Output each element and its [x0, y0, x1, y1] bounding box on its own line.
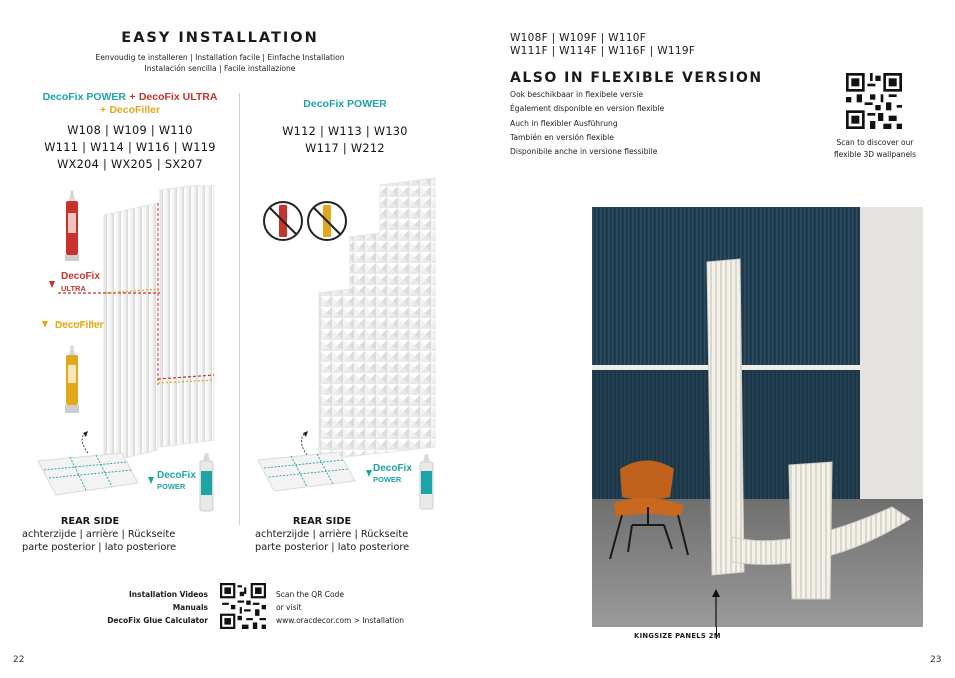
brand-plus-2: + — [99, 104, 106, 116]
col1-rear-line1: achterzijde | arrière | Rückseite — [22, 529, 176, 540]
flex-models — [510, 32, 695, 58]
interior-photo — [592, 207, 923, 627]
qr-code-icon[interactable] — [220, 583, 266, 629]
brand-decofiller: DecoFiller — [109, 104, 161, 116]
col2-label-decofix-power-2: POWER — [373, 475, 402, 484]
curved-arrow-icon — [82, 433, 88, 453]
qr-caption-line-2: flexible 3D wallpanels — [833, 149, 917, 159]
col2-label-decofix-power-1: DecoFix — [373, 463, 412, 474]
page-title: EASY INSTALLATION — [121, 30, 319, 46]
label-decofix-power-2: POWER — [157, 482, 186, 491]
label-decofix-ultra-2: ULTRA — [61, 284, 86, 293]
flex-translations — [510, 88, 810, 159]
page-number-left: 22 — [13, 655, 25, 665]
down-arrow-icon — [42, 321, 48, 328]
col1-rear-line2: parte posterior | lato posteriore — [22, 542, 177, 553]
link-manuals[interactable]: Manuals — [172, 603, 208, 612]
qr-code-icon[interactable] — [846, 73, 902, 129]
flex-translation: También en versión flexible — [510, 132, 614, 142]
glue-tube-icon — [65, 190, 79, 261]
link-glue-calculator[interactable]: DecoFix Glue Calculator — [107, 616, 208, 625]
scan-line-1: Scan the QR Code — [276, 590, 345, 599]
scan-line-2: or visit — [276, 603, 302, 612]
page-number-right: 23 — [930, 655, 942, 665]
qr-caption-line-1: Scan to discover our — [836, 138, 914, 147]
installation-links — [100, 588, 208, 627]
down-arrow-icon — [148, 477, 154, 484]
flex-translation: Auch in flexibler Ausführung — [510, 118, 618, 128]
no-glue-icon — [264, 202, 302, 240]
flex-translation: Disponibile anche in versione flessibile — [510, 147, 658, 157]
qr-caption — [820, 137, 930, 160]
col1-model-line: W111 | W114 | W116 | W119 — [44, 141, 216, 154]
col1-model-line: WX204 | WX205 | SX207 — [57, 158, 203, 171]
brand-decofix-ultra: DecoFix ULTRA — [138, 91, 218, 103]
installation-url[interactable]: www.oracdecor.com > Installation — [276, 616, 404, 625]
no-glue-icon — [308, 202, 346, 240]
down-arrow-icon — [49, 281, 55, 288]
label-decofiller: DecoFiller — [55, 320, 104, 331]
photo-caption: KINGSIZE PANELS 2M — [634, 632, 721, 640]
subtitle-line-1: Eenvoudig te installeren | Installation facile | Einfache Installation — [95, 53, 345, 62]
flex-title: ALSO IN FLEXIBLE VERSION — [510, 70, 763, 86]
col1-installation-illustration — [30, 185, 240, 515]
col2-rear-line2: parte posterior | lato posteriore — [255, 542, 410, 553]
down-arrow-icon — [366, 470, 372, 477]
col1-models — [20, 122, 240, 173]
col2-rear-title: REAR SIDE — [292, 516, 352, 527]
glue-tube-icon — [420, 454, 433, 509]
brand-decofix-power: DecoFix POWER — [42, 91, 127, 103]
flex-translation: Également disponible en version flexible — [510, 104, 665, 114]
link-installation-videos[interactable]: Installation Videos — [128, 590, 208, 599]
col2-installation-illustration — [255, 175, 445, 515]
col2-models — [250, 123, 440, 157]
subtitle-line-2: Instalación sencilla | Facile installazione — [144, 64, 296, 73]
col1-model-line: W108 | W109 | W110 — [67, 124, 193, 137]
flex-translation: Ook beschikbaar in flexibele versie — [510, 90, 644, 99]
glue-tube-icon — [200, 453, 213, 511]
label-decofix-power-1: DecoFix — [157, 470, 196, 481]
flex-models-line-1: W108F | W109F | W110F — [510, 32, 647, 44]
col2-model-line: W117 | W212 — [305, 142, 385, 155]
col1-brands — [30, 91, 230, 117]
scan-instructions — [276, 588, 436, 627]
col2-rear-line1: achterzijde | arrière | Rückseite — [255, 529, 409, 540]
label-decofix-ultra-1: DecoFix — [61, 271, 100, 282]
flex-models-line-2: W111F | W114F | W116F | W119F — [510, 45, 696, 57]
col2-brand-decofix-power: DecoFix POWER — [303, 98, 387, 110]
col2-model-line: W112 | W113 | W130 — [282, 125, 408, 138]
glue-tube-icon — [65, 345, 79, 413]
brand-plus-1: + — [129, 91, 136, 103]
col1-rear-title: REAR SIDE — [60, 516, 120, 527]
